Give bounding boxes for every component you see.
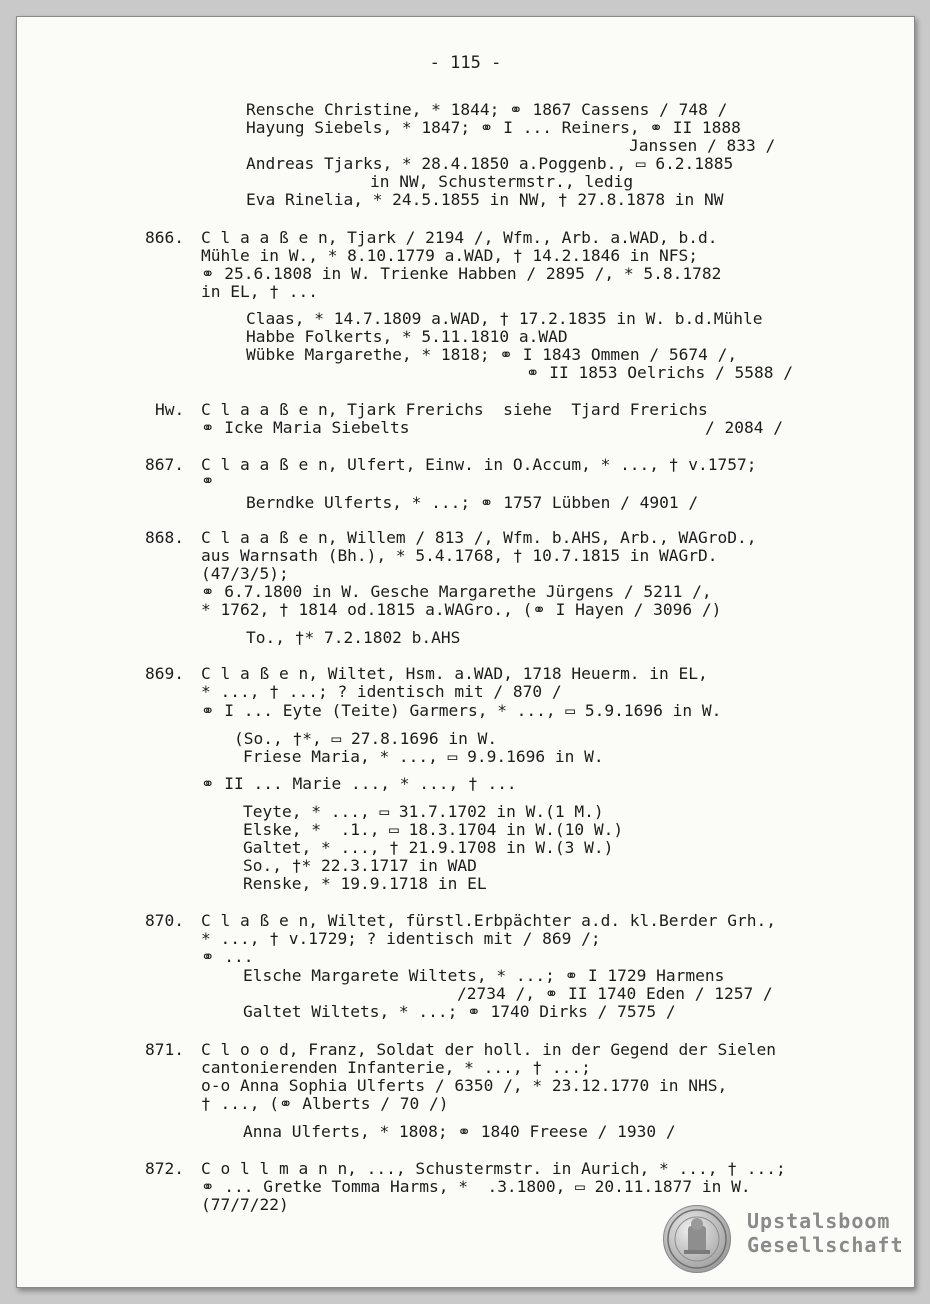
text-line: (47/3/5); bbox=[201, 564, 289, 583]
text-line: C l a ß e n, Wiltet, Hsm. a.WAD, 1718 Heuerm. in EL, bbox=[201, 664, 708, 683]
text-line: C l a a ß e n, Tjark Frerichs siehe Tjard Frerichs bbox=[201, 400, 708, 419]
text-line: Mühle in W., * 8.10.1779 a.WAD, † 14.2.1846 in NFS; bbox=[201, 246, 699, 265]
entry-number: 867. bbox=[145, 455, 184, 474]
seal-icon bbox=[663, 1205, 731, 1273]
text-line: Wübke Margarethe, * 1818; ⚭ I 1843 Ommen / 5674 /, bbox=[246, 345, 738, 364]
text-line: C l o o d, Franz, Soldat der holl. in der Gegend der Sielen bbox=[201, 1040, 776, 1059]
text-line: Claas, * 14.7.1809 a.WAD, † 17.2.1835 in W. b.d.Mühle bbox=[246, 309, 763, 328]
text-line: Galtet, * ..., † 21.9.1708 in W.(3 W.) bbox=[243, 838, 614, 857]
entry-number: 870. bbox=[145, 911, 184, 930]
text-line: * ..., † v.1729; ? identisch mit / 869 /; bbox=[201, 929, 601, 948]
text-line: To., †* 7.2.1802 b.AHS bbox=[246, 628, 461, 647]
entry-number: 871. bbox=[145, 1040, 184, 1059]
text-line: (So., †*, ▭ 27.8.1696 in W. bbox=[234, 729, 498, 748]
document-page bbox=[16, 16, 915, 1288]
publisher-logo bbox=[663, 1205, 913, 1279]
text-line: ⚭ Icke Maria Siebelts bbox=[201, 418, 410, 437]
text-line: Eva Rinelia, * 24.5.1855 in NW, † 27.8.1878 in NW bbox=[246, 190, 724, 209]
entry-number: 869. bbox=[145, 664, 184, 683]
text-line: * ..., † ...; ? identisch mit / 870 / bbox=[201, 682, 562, 701]
text-line: Anna Ulferts, * 1808; ⚭ 1840 Freese / 1930 / bbox=[243, 1122, 676, 1141]
text-line: ⚭ 25.6.1808 in W. Trienke Habben / 2895 /, * 5.8.1782 bbox=[201, 264, 722, 283]
text-line: C l a ß e n, Wiltet, fürstl.Erbpächter a.d. kl.Berder Grh., bbox=[201, 911, 776, 930]
text-line: /2734 /, ⚭ II 1740 Eden / 1257 / bbox=[457, 984, 773, 1003]
text-line: ⚭ I ... Eyte (Teite) Garmers, * ..., ▭ 5.9.1696 in W. bbox=[201, 701, 722, 720]
text-line: Elsche Margarete Wiltets, * ...; ⚭ I 1729 Harmens bbox=[243, 966, 725, 985]
text-line: ⚭ ... bbox=[201, 947, 254, 966]
text-line: in EL, † ... bbox=[201, 282, 318, 301]
text-line: Teyte, * ..., ▭ 31.7.1702 in W.(1 M.) bbox=[243, 802, 604, 821]
entry-number: 872. bbox=[145, 1159, 184, 1178]
text-line: Elske, * .1., ▭ 18.3.1704 in W.(10 W.) bbox=[243, 820, 624, 839]
text-line: Renske, * 19.9.1718 in EL bbox=[243, 874, 487, 893]
text-line: Habbe Folkerts, * 5.11.1810 a.WAD bbox=[246, 327, 568, 346]
text-line: Hayung Siebels, * 1847; ⚭ I ... Reiners, ⚭ II 1888 bbox=[246, 118, 741, 137]
entry-number: Hw. bbox=[155, 400, 185, 419]
text-line: Berndke Ulferts, * ...; ⚭ 1757 Lübben / 4901 / bbox=[246, 493, 699, 512]
text-line: ⚭ II 1853 Oelrichs / 5588 / bbox=[526, 363, 793, 382]
text-line: ⚭ ... Gretke Tomma Harms, * .3.1800, ▭ 20.11.1877 in W. bbox=[201, 1177, 751, 1196]
logo-line-2: Gesellschaft bbox=[747, 1233, 904, 1257]
text-line: cantonierenden Infanterie, * ..., † ...; bbox=[201, 1058, 591, 1077]
text-line: ⚭ II ... Marie ..., * ..., † ... bbox=[201, 774, 517, 793]
text-line: Friese Maria, * ..., ▭ 9.9.1696 in W. bbox=[243, 747, 604, 766]
text-line: Galtet Wiltets, * ...; ⚭ 1740 Dirks / 7575 / bbox=[243, 1002, 676, 1021]
text-line: ⚭ bbox=[201, 471, 215, 490]
text-line: Janssen / 833 / bbox=[629, 136, 776, 155]
text-line: † ..., (⚭ Alberts / 70 /) bbox=[201, 1094, 449, 1113]
text-line: C l a a ß e n, Tjark / 2194 /, Wfm., Arb. a.WAD, b.d. bbox=[201, 228, 718, 247]
text-line: So., †* 22.3.1717 in WAD bbox=[243, 856, 477, 875]
text-line: (77/7/22) bbox=[201, 1195, 289, 1214]
text-line: C l a a ß e n, Ulfert, Einw. in O.Accum, * ..., † v.1757; bbox=[201, 455, 757, 474]
page-number: - 115 - bbox=[429, 53, 502, 73]
logo-line-1: Upstalsboom bbox=[747, 1209, 891, 1233]
text-line: * 1762, † 1814 od.1815 a.WAGro., (⚭ I Hayen / 3096 /) bbox=[201, 600, 722, 619]
entry-number: 868. bbox=[145, 528, 184, 547]
text-line: aus Warnsath (Bh.), * 5.4.1768, † 10.7.1815 in WAGrD. bbox=[201, 546, 718, 565]
text-line: Andreas Tjarks, * 28.4.1850 a.Poggenb., ▭ 6.2.1885 bbox=[246, 154, 734, 173]
text-line: C l a a ß e n, Willem / 813 /, Wfm. b.AHS, Arb., WAGroD., bbox=[201, 528, 757, 547]
text-line: o-o Anna Sophia Ulferts / 6350 /, * 23.12.1770 in NHS, bbox=[201, 1076, 728, 1095]
text-line: ⚭ 6.7.1800 in W. Gesche Margarethe Jürgens / 5211 /, bbox=[201, 582, 712, 601]
text-line: Rensche Christine, * 1844; ⚭ 1867 Cassens / 748 / bbox=[246, 100, 728, 119]
entry-number: 866. bbox=[145, 228, 184, 247]
text-line: in NW, Schustermstr., ledig bbox=[370, 172, 634, 191]
text-line: / 2084 / bbox=[705, 418, 783, 437]
text-line: C o l l m a n n, ..., Schustermstr. in Aurich, * ..., † ...; bbox=[201, 1159, 786, 1178]
